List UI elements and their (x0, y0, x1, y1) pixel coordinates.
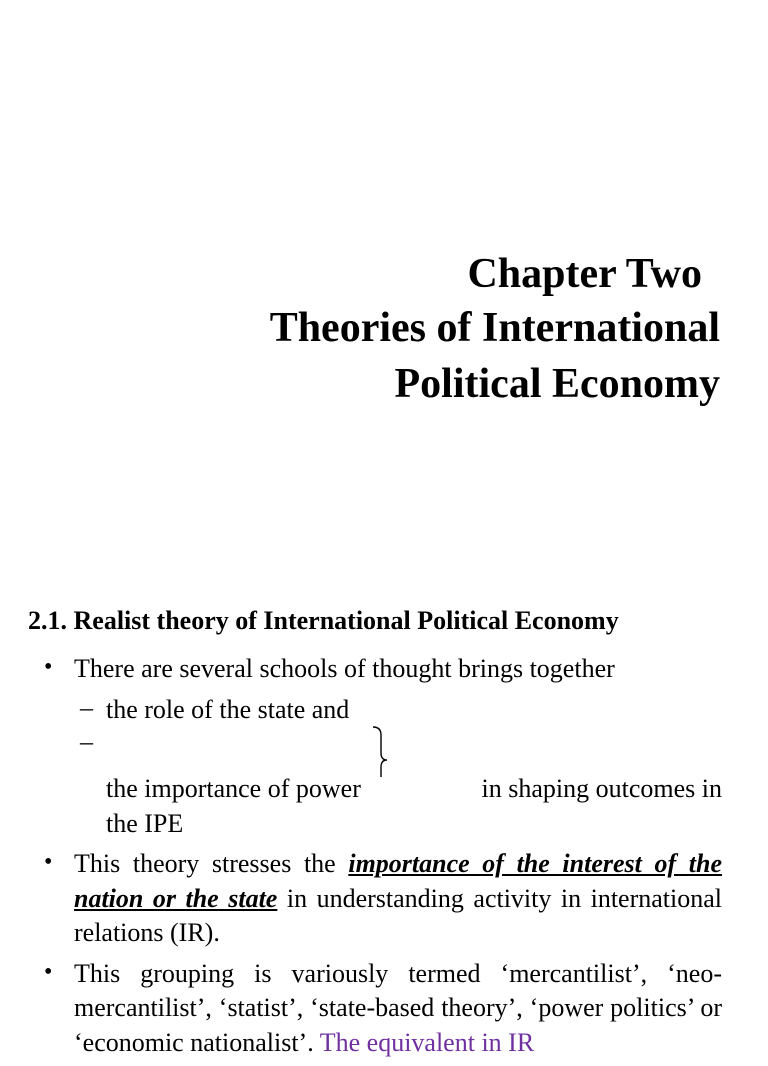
bullet-icon: • (44, 849, 53, 875)
sub-item-text-continued: in shaping outcomes in (481, 774, 722, 803)
chapter-number: Chapter Two (467, 251, 702, 297)
sub-item-2 (0, 727, 768, 841)
bullet-list (0, 652, 768, 1066)
sub-item-text: the role of the state and (106, 694, 350, 724)
bullet-item-3 (0, 957, 768, 1061)
bullet-item-2 (0, 847, 768, 951)
emphasized-text: importance of the interest of the nation or the state (74, 849, 723, 913)
sub-item-text: the importance of power (106, 774, 361, 803)
chapter-title-block (270, 248, 720, 412)
right-brace-icon (369, 707, 399, 777)
bullet-text: in understanding activity in international relations (IR). (74, 883, 723, 947)
bullet-icon: • (44, 958, 53, 985)
dash-icon: – (80, 727, 93, 756)
bullet-text: This grouping is variously termed ‘mercantilist’, ‘neo-mercantilist’, ‘statist’, ‘state-based theory’, ‘power politics’ or ‘economic nationalist’. (74, 958, 722, 1057)
bullet-text: There are several schools of thought brings together (74, 654, 615, 683)
bullet-item-1 (0, 652, 768, 687)
dash-icon: – (80, 692, 93, 722)
highlighted-text: The equivalent in IR (319, 1027, 535, 1057)
bullet-text: This theory stresses the (74, 849, 336, 878)
bullet-icon: • (44, 654, 53, 680)
section-heading: 2.1. Realist theory of International Political Economy (28, 606, 619, 635)
sub-item-text-wrap: the IPE (106, 808, 184, 838)
chapter-title-line-2: Political Economy (394, 361, 720, 407)
chapter-title-line-1: Theories of International (269, 305, 720, 351)
